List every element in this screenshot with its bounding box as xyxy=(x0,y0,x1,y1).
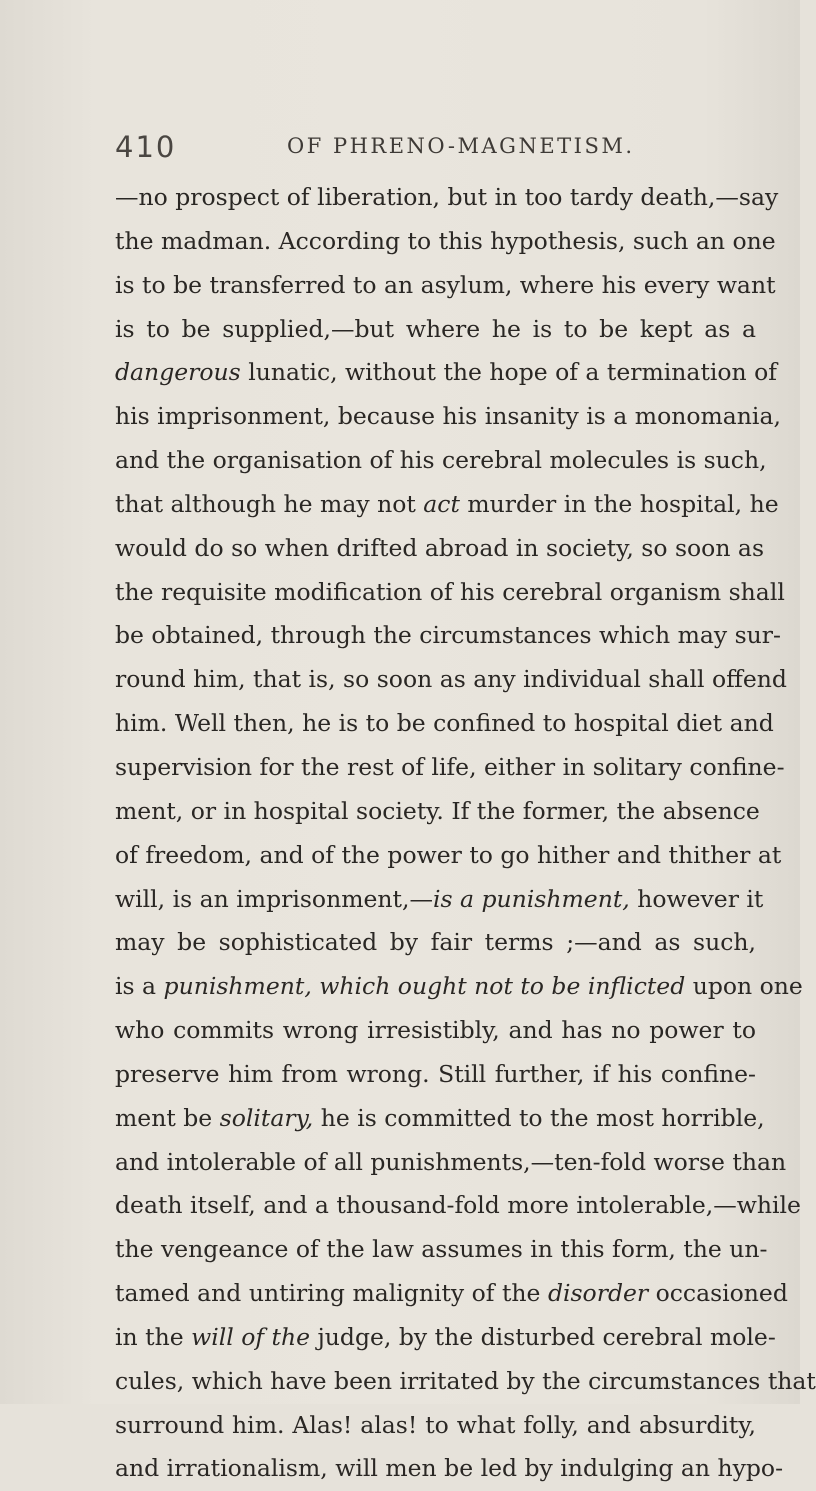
text-line xyxy=(115,1141,787,1185)
italic-text-segment: dangerous xyxy=(115,358,241,387)
text-line xyxy=(115,878,764,922)
text-segment: he is committed to the most horrible, xyxy=(313,1103,765,1132)
text-line xyxy=(115,1316,776,1360)
text-line xyxy=(115,1360,816,1404)
italic-text-segment: punishment, which ought not to be inflicted xyxy=(163,972,686,1001)
italic-text-segment: act xyxy=(423,489,460,518)
text-segment: would do so when drifted abroad in society, so soon as xyxy=(115,533,765,562)
text-segment: in the xyxy=(115,1322,192,1351)
text-line xyxy=(115,1272,788,1316)
text-segment: is a xyxy=(115,972,164,1001)
text-line xyxy=(115,965,803,1009)
text-segment: of freedom, and of the power to go hither and thither at xyxy=(115,840,782,869)
text-line xyxy=(115,1228,768,1272)
text-segment: however it xyxy=(629,884,764,913)
text-line xyxy=(115,1009,756,1053)
text-line xyxy=(115,264,776,308)
running-head: OF PHRENO-MAGNETISM. xyxy=(287,134,635,158)
text-segment: preserve him from wrong. Still further, if his confine- xyxy=(115,1059,756,1088)
text-line xyxy=(115,834,782,878)
body-text xyxy=(115,176,816,1491)
text-segment: tamed and untiring malignity of the xyxy=(115,1279,548,1308)
text-line xyxy=(115,176,779,220)
text-segment: and irrationalism, will men be led by indulging an hypo- xyxy=(115,1454,784,1483)
text-line xyxy=(115,790,760,834)
text-segment: his imprisonment, because his insanity is a monomania, xyxy=(115,402,781,431)
text-segment: him. Well then, he is to be confined to hospital diet and xyxy=(115,709,774,738)
text-segment: will, is an imprisonment,— xyxy=(115,884,433,913)
text-segment: death itself, and a thousand-fold more intolerable,—while xyxy=(115,1191,801,1220)
text-segment: and intolerable of all punishments,—ten-fold worse than xyxy=(115,1147,787,1176)
text-segment: occasioned xyxy=(648,1279,788,1308)
text-segment: cules, which have been irritated by the circumstances that xyxy=(115,1366,816,1395)
text-line xyxy=(115,308,756,352)
text-line xyxy=(115,658,787,702)
text-line xyxy=(115,395,781,439)
text-segment: —no prospect of liberation, but in too tardy death,—say xyxy=(115,183,779,211)
italic-text-segment: is a punishment, xyxy=(432,884,630,913)
italic-text-segment: will of the xyxy=(191,1322,311,1351)
text-line xyxy=(115,483,779,527)
text-segment: lunatic, without the hope of a termination of xyxy=(240,358,777,387)
text-line xyxy=(115,439,767,483)
text-segment: that although he may not xyxy=(115,489,424,518)
text-segment: the vengeance of the law assumes in this form, the un- xyxy=(115,1235,768,1264)
text-line xyxy=(115,614,781,658)
text-segment: judge, by the disturbed cerebral mole- xyxy=(310,1322,776,1351)
text-line xyxy=(115,1053,756,1097)
page-number: 410 xyxy=(115,130,177,164)
italic-text-segment: disorder xyxy=(547,1279,649,1308)
text-segment: surround him. Alas! alas! to what folly, and absurdity, xyxy=(115,1410,756,1439)
text-line xyxy=(115,1447,784,1491)
text-segment: and the organisation of his cerebral molecules is such, xyxy=(115,446,767,475)
text-line xyxy=(115,921,756,965)
italic-text-segment: solitary, xyxy=(219,1103,314,1132)
text-segment: round him, that is, so soon as any individual shall offend xyxy=(115,665,787,694)
text-segment: be obtained, through the circumstances which may sur- xyxy=(115,621,781,650)
page-header xyxy=(115,130,755,170)
text-line xyxy=(115,1097,765,1141)
text-segment: ment, or in hospital society. If the former, the absence xyxy=(115,796,760,825)
text-line xyxy=(115,702,774,746)
text-segment: ment be xyxy=(115,1103,220,1132)
text-segment: the madman. According to this hypothesis, such an one xyxy=(115,226,776,255)
text-line xyxy=(115,351,777,395)
text-line xyxy=(115,527,765,571)
text-segment: supervision for the rest of life, either in solitary confine- xyxy=(115,752,785,781)
text-segment: who commits wrong irresistibly, and has no power to xyxy=(115,1016,756,1045)
text-segment: may be sophisticated by fair terms ;—and as such, xyxy=(115,928,756,957)
text-segment: is to be supplied,—but where he is to be kept as a xyxy=(115,314,756,343)
text-segment: is to be transferred to an asylum, where his every want xyxy=(115,270,776,299)
text-line xyxy=(115,220,776,264)
text-line xyxy=(115,746,785,790)
text-segment: the requisite modification of his cerebral organism shall xyxy=(115,577,785,606)
text-line xyxy=(115,1184,801,1228)
text-line xyxy=(115,571,785,615)
text-segment: murder in the hospital, he xyxy=(459,489,779,518)
text-segment: upon one xyxy=(685,972,803,1001)
text-line xyxy=(115,1404,756,1448)
